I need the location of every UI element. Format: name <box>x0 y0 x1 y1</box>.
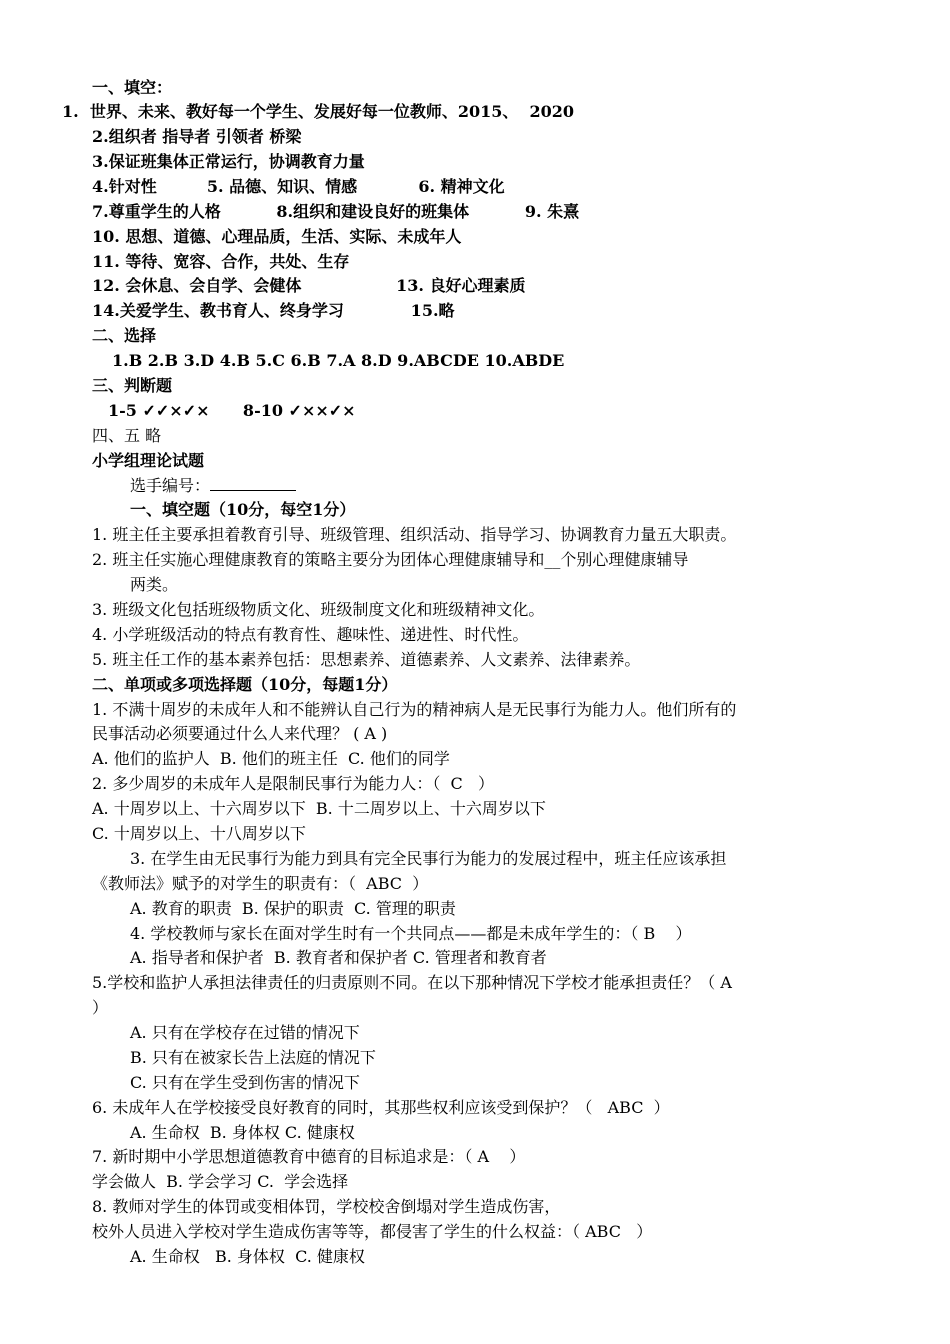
section-heading-choice: 二、选择 <box>92 326 157 345</box>
question-line: 3. 在学生由无民事行为能力到具有完全民事行为能力的发展过程中，班主任应该承担 <box>130 849 727 868</box>
question-line: ） <box>92 998 109 1017</box>
option-line: C. 十周岁以上、十八周岁以下 <box>92 824 306 843</box>
question-line: 1. 班主任主要承担着教育引导、班级管理、组织活动、指导学习、协调教育力量五大职责。 <box>92 525 737 544</box>
option-line: A. 指导者和保护者 B. 教育者和保护者 C. 管理者和教育者 <box>130 948 547 967</box>
test-title: 小学组理论试题 <box>92 451 205 470</box>
option-line: A. 教育的职责 B. 保护的职责 C. 管理的职责 <box>130 899 456 918</box>
section-heading-4-5: 四、五 略 <box>92 426 162 445</box>
player-number-row <box>130 474 296 498</box>
answer-line: 12. 会休息、会自学、会健体 13. 良好心理素质 <box>92 276 526 295</box>
answer-line: 11. 等待、宽容、合作，共处、生存 <box>92 252 350 271</box>
answer-line-judge: 1-5 ✓✓×✓× 8-10 ✓××✓× <box>108 401 356 420</box>
question-line: 4. 学校教师与家长在面对学生时有一个共同点——都是未成年学生的：（ B ） <box>130 924 692 943</box>
question-line: 3. 班级文化包括班级物质文化、班级制度文化和班级精神文化。 <box>92 600 545 619</box>
answer-line: 2.组织者 指导者 引领者 桥梁 <box>92 127 302 146</box>
section-heading-fill: 一、填空： <box>92 78 173 97</box>
question-line: 两类。 <box>130 575 179 594</box>
part1-heading: 一、填空题（10分，每空1分） <box>130 500 356 519</box>
question-line: 7. 新时期中小学思想道德教育中德育的目标追求是：（ A ） <box>92 1147 526 1166</box>
question-line: 4. 小学班级活动的特点有教育性、趣味性、递进性、时代性。 <box>92 625 529 644</box>
answer-line: 1. 世界、未来、教好每一个学生、发展好每一位教师、2015、 2020 <box>62 102 575 121</box>
question-line: 5. 班主任工作的基本素养包括：思想素养、道德素养、人文素养、法律素养。 <box>92 650 641 669</box>
option-line: A. 生命权 B. 身体权 C. 健康权 <box>130 1247 365 1266</box>
question-line: 8. 教师对学生的体罚或变相体罚，学校校舍倒塌对学生造成伤害， <box>92 1197 561 1216</box>
answer-line: 4.针对性 5. 品德、知识、情感 6. 精神文化 <box>92 177 505 196</box>
question-line: 1. 不满十周岁的未成年人和不能辨认自己行为的精神病人是无民事行为能力人。他们所有的 <box>92 700 737 719</box>
answer-line-choice: 1.B 2.B 3.D 4.B 5.C 6.B 7.A 8.D 9.ABCDE 10.ABDE <box>112 351 565 370</box>
player-number-label: 选手编号： <box>130 476 211 495</box>
answer-line: 14.关爱学生、教书育人、终身学习 15.略 <box>92 301 455 320</box>
answer-line: 3.保证班集体正常运行，协调教育力量 <box>92 152 365 171</box>
part2-heading: 二、单项或多项选择题（10分，每题1分） <box>92 675 398 694</box>
answer-line: 7.尊重学生的人格 8.组织和建设良好的班集体 9. 朱熹 <box>92 202 580 221</box>
question-line: 民事活动必须要通过什么人来代理？ ( A ) <box>92 724 388 743</box>
question-line: 6. 未成年人在学校接受良好教育的同时，其那些权利应该受到保护？（ ABC ） <box>92 1098 670 1117</box>
section-heading-judge: 三、判断题 <box>92 376 173 395</box>
option-line: C. 只有在学生受到伤害的情况下 <box>130 1073 360 1092</box>
option-line: A. 只有在学校存在过错的情况下 <box>130 1023 360 1042</box>
option-line: A. 他们的监护人 B. 他们的班主任 C. 他们的同学 <box>92 749 450 768</box>
player-number-blank <box>210 474 296 491</box>
option-line: B. 只有在被家长告上法庭的情况下 <box>130 1048 376 1067</box>
option-line: 学会做人 B. 学会学习 C. 学会选择 <box>92 1172 349 1191</box>
question-line: 2. 班主任实施心理健康教育的策略主要分为团体心理健康辅导和__个别心理健康辅导 <box>92 550 689 569</box>
option-line: A. 生命权 B. 身体权 C. 健康权 <box>130 1123 355 1142</box>
question-line: 5.学校和监护人承担法律责任的归责原则不同。在以下那种情况下学校才能承担责任？（ A <box>92 973 732 992</box>
question-line: 校外人员进入学校对学生造成伤害等等，都侵害了学生的什么权益：（ ABC ） <box>92 1222 653 1241</box>
question-line: 2. 多少周岁的未成年人是限制民事行为能力人：（ C ） <box>92 774 495 793</box>
answer-line: 10. 思想、道德、心理品质，生活、实际、未成年人 <box>92 227 462 246</box>
option-line: A. 十周岁以上、十六周岁以下 B. 十二周岁以上、十六周岁以下 <box>92 799 546 818</box>
question-line: 《教师法》赋予的对学生的职责有：（ ABC ） <box>92 874 429 893</box>
